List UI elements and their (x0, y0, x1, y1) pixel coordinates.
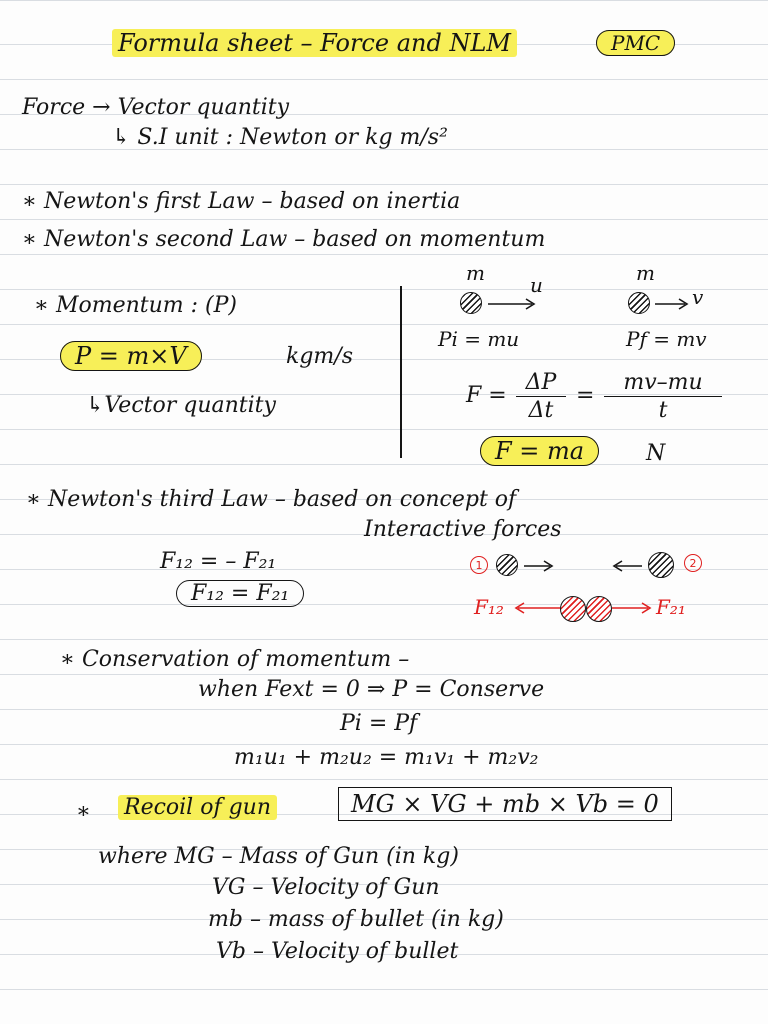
mass-label-2: m (636, 261, 655, 285)
arrow-right-icon (612, 602, 656, 614)
force-definition: Force → Vector quantity (22, 95, 290, 120)
arrow-left-icon (514, 602, 564, 614)
recoil-where-3: mb – mass of bullet (in kg) (208, 907, 504, 932)
velocity-label-1: u (530, 273, 543, 297)
ball-icon (648, 552, 674, 578)
third-law-subheading: Interactive forces (364, 517, 562, 542)
force-f12-label: F₁₂ (474, 595, 504, 619)
second-law: ∗ Newton's second Law – based on momentum (22, 227, 546, 252)
ball-icon (628, 292, 650, 314)
ball-icon (496, 554, 518, 576)
fraction-mv-mu: mv–mu t (604, 370, 722, 423)
recoil-where-1: where MG – Mass of Gun (in kg) (98, 844, 459, 869)
recoil-star: ∗ (76, 799, 91, 824)
third-law-heading: ∗ Newton's third Law – based on concept of (26, 487, 517, 512)
title-text: Formula sheet – Force and NLM (112, 29, 517, 57)
arrow-right-icon (488, 298, 538, 310)
recoil-label: Recoil of gun (118, 796, 277, 820)
recoil-where-2: VG – Velocity of Gun (212, 875, 440, 900)
ball-icon (460, 292, 482, 314)
fraction-dp-dt: ΔP Δt (516, 370, 566, 423)
arrow-left-icon (612, 560, 648, 572)
mass-label-1: m (466, 261, 485, 285)
conservation-heading: ∗ Conservation of momentum – (60, 647, 410, 672)
ball-icon (560, 596, 586, 622)
conservation-eq2: m₁u₁ + m₂u₂ = m₁v₁ + m₂v₂ (234, 745, 539, 770)
conservation-condition: when Fext = 0 ⇒ P = Conserve (198, 677, 545, 702)
arrow-right-icon (655, 298, 695, 310)
body-2-marker: 2 (684, 554, 702, 572)
pmc-badge: PMC (596, 32, 675, 54)
ball-icon (586, 596, 612, 622)
recoil-formula: MG × VG + mb × Vb = 0 (338, 791, 672, 817)
final-momentum: Pf = mv (626, 327, 707, 351)
newton-second-law-result: F = ma (480, 438, 599, 464)
newton-unit: N (646, 441, 666, 466)
force-f21-label: F₂₁ (656, 595, 686, 619)
column-divider (400, 286, 402, 458)
momentum-formula: P = m×V (60, 343, 202, 369)
conservation-eq1: Pi = Pf (340, 711, 418, 736)
page-title (112, 30, 517, 56)
arrow-right-icon (524, 560, 560, 572)
velocity-label-2: v (692, 285, 704, 309)
force-si-unit: ↳ S.I unit : Newton or kg m/s² (112, 125, 448, 150)
initial-momentum: Pi = mu (438, 327, 520, 351)
third-law-eq2: F₁₂ = F₂₁ (176, 582, 304, 606)
momentum-vector-note: ↳Vector quantity (86, 393, 276, 418)
first-law: ∗ Newton's first Law – based on inertia (22, 189, 461, 214)
body-1-marker: 1 (470, 556, 488, 574)
momentum-heading: ∗ Momentum : (P) (34, 293, 238, 318)
momentum-unit: kgm/s (286, 344, 353, 369)
equals-sign: = (576, 383, 595, 408)
recoil-where-4: Vb – Velocity of bullet (216, 939, 459, 964)
force-eq-label: F = (466, 383, 507, 408)
third-law-eq1: F₁₂ = – F₂₁ (160, 549, 277, 574)
